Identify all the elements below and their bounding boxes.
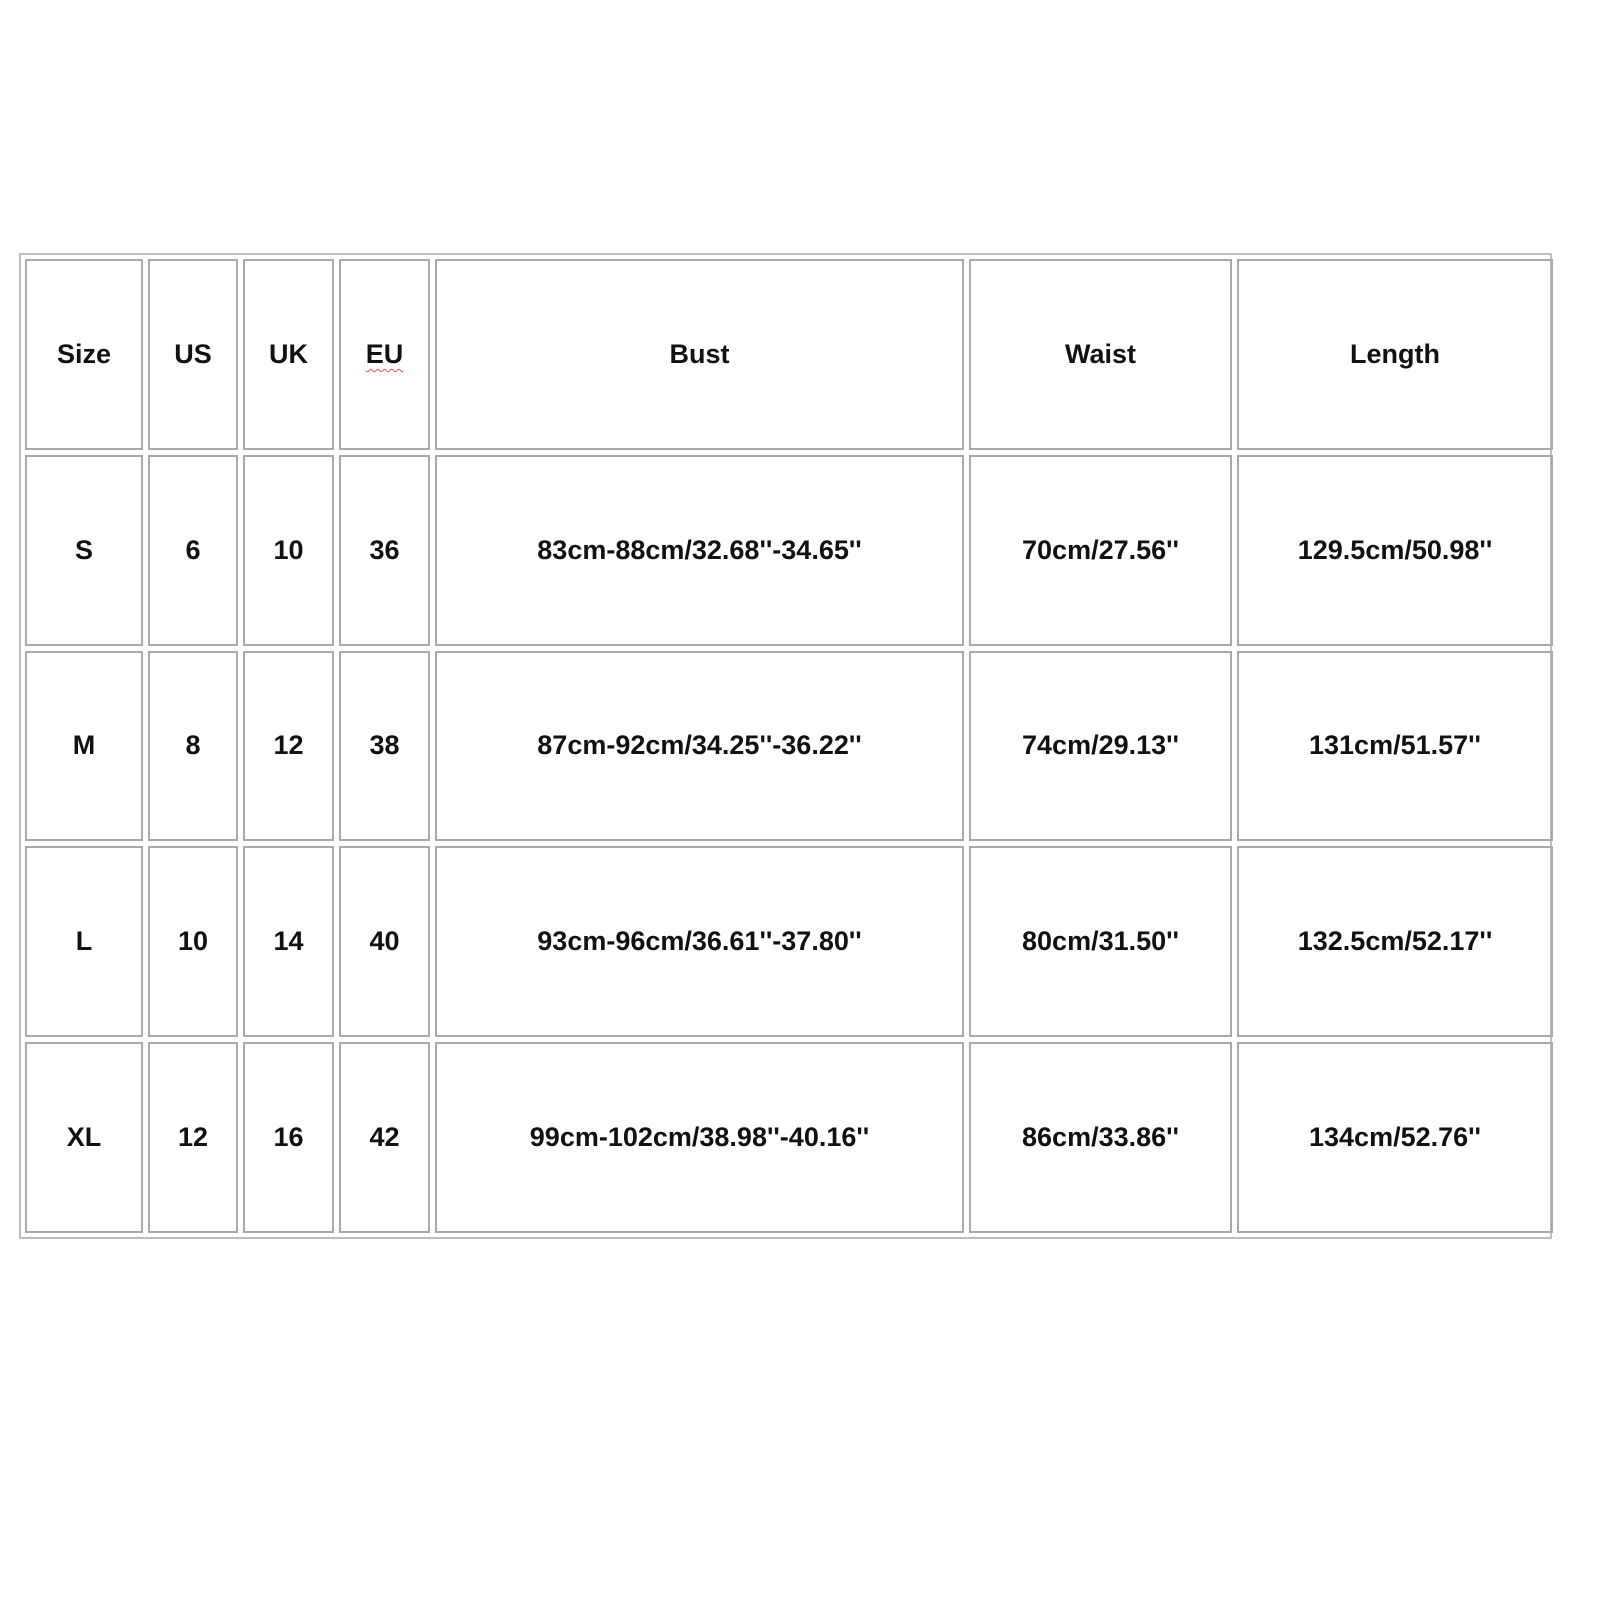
cell-uk: 12 (243, 651, 334, 842)
header-length: Length (1237, 259, 1553, 450)
table-row (25, 846, 1553, 1037)
table-row (25, 651, 1553, 842)
cell-uk: 14 (243, 846, 334, 1037)
cell-waist: 70cm/27.56'' (969, 455, 1232, 646)
cell-length: 131cm/51.57'' (1237, 651, 1553, 842)
cell-waist: 74cm/29.13'' (969, 651, 1232, 842)
cell-size: M (25, 651, 143, 842)
header-uk: UK (243, 259, 334, 450)
cell-uk: 10 (243, 455, 334, 646)
cell-uk: 16 (243, 1042, 334, 1233)
cell-waist: 80cm/31.50'' (969, 846, 1232, 1037)
size-table (20, 254, 1558, 1238)
cell-bust: 93cm-96cm/36.61''-37.80'' (435, 846, 964, 1037)
size-chart (19, 253, 1552, 1239)
cell-bust: 87cm-92cm/34.25''-36.22'' (435, 651, 964, 842)
table-row (25, 455, 1553, 646)
header-bust: Bust (435, 259, 964, 450)
cell-size: S (25, 455, 143, 646)
header-eu (339, 259, 430, 450)
table-row (25, 1042, 1553, 1233)
cell-bust: 99cm-102cm/38.98''-40.16'' (435, 1042, 964, 1233)
header-row (25, 259, 1553, 450)
cell-us: 10 (148, 846, 238, 1037)
cell-length: 129.5cm/50.98'' (1237, 455, 1553, 646)
header-size: Size (25, 259, 143, 450)
cell-us: 6 (148, 455, 238, 646)
cell-bust: 83cm-88cm/32.68''-34.65'' (435, 455, 964, 646)
header-waist: Waist (969, 259, 1232, 450)
cell-length: 134cm/52.76'' (1237, 1042, 1553, 1233)
cell-eu: 38 (339, 651, 430, 842)
cell-eu: 42 (339, 1042, 430, 1233)
header-us: US (148, 259, 238, 450)
cell-us: 8 (148, 651, 238, 842)
cell-eu: 40 (339, 846, 430, 1037)
cell-size: L (25, 846, 143, 1037)
cell-waist: 86cm/33.86'' (969, 1042, 1232, 1233)
cell-us: 12 (148, 1042, 238, 1233)
cell-size: XL (25, 1042, 143, 1233)
cell-eu: 36 (339, 455, 430, 646)
cell-length: 132.5cm/52.17'' (1237, 846, 1553, 1037)
header-eu-label: EU (365, 338, 404, 369)
